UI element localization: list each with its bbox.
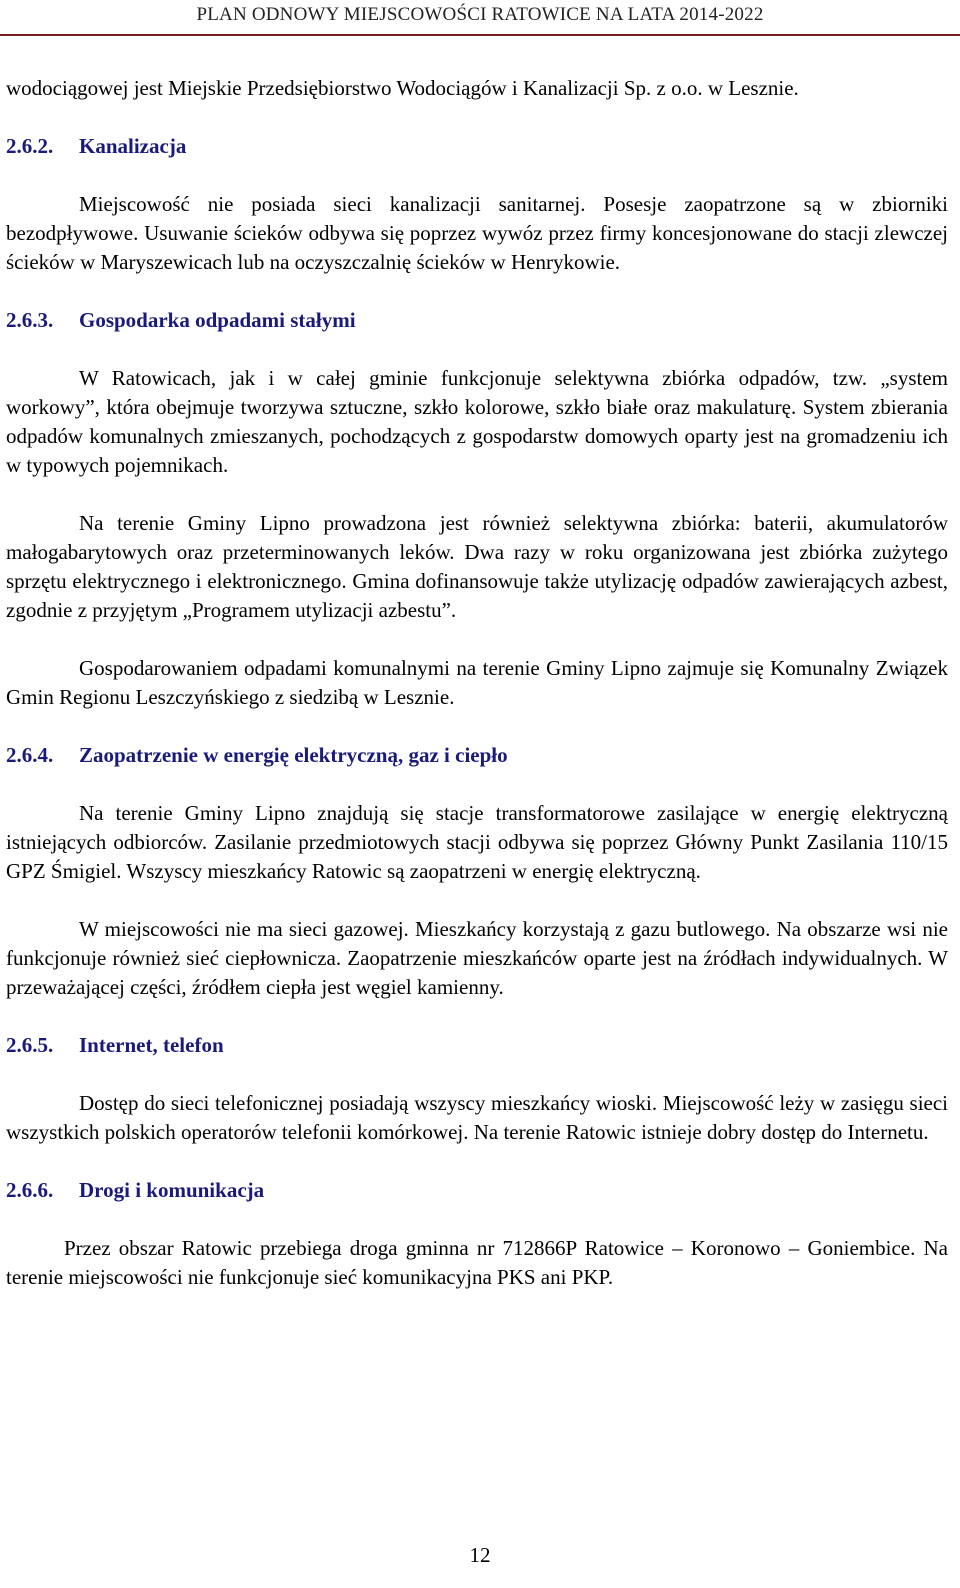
section-heading-energy [6,741,948,770]
paragraph-sewage: Miejscowość nie posiada sieci kanalizacji sanitarnej. Posesje zaopatrzone są w zbiorniki bezodpływowe. Usuwanie ścieków odbywa się poprzez wywóz przez firmy koncesjonowane do stacji zlewczej ścieków w Maryszewicach lub na oczyszczalnię ścieków w Henrykowie. [6,192,948,274]
header-rule [0,34,960,36]
section-title: Kanalizacja [79,134,187,158]
section-heading-kanalizacja [6,132,948,161]
paragraph-electricity: Na terenie Gminy Lipno znajdują się stacje transformatorowe zasilające w energię elektryczną istniejących odbiorców. Zasilanie przedmiotowych stacji odbywa się poprzez Główny Punkt Zasilania 110/15 GPZ Śmigiel. Wszyscy mieszkańcy Ratowic są zaopatrzeni w energię elektryczną. [6,801,948,883]
section-title: Gospodarka odpadami stałymi [79,308,356,332]
section-title: Internet, telefon [79,1033,224,1057]
page-number: 12 [469,1543,491,1567]
paragraph-gas-heat: W miejscowości nie ma sieci gazowej. Mieszkańcy korzystają z gazu butlowego. Na obszarze wsi nie funkcjonuje również sieć ciepłownicza. Zaopatrzenie mieszkańców oparte jest na źródłach indywidualnych. W przeważającej części, źródłem ciepła jest węgiel kamienny. [6,917,948,999]
section-number: 2.6.6. [6,1178,54,1202]
paragraph-telecom: Dostęp do sieci telefonicznej posiadają wszyscy mieszkańcy wioski. Miejscowość leży w zasięgu sieci wszystkich polskich operatorów telefonii komórkowej. Na terenie Ratowic istnieje dobry dostęp do Internetu. [6,1091,948,1144]
paragraph-roads: Przez obszar Ratowic przebiega droga gminna nr 712866P Ratowice – Koronowo – Goniembice. Na terenie miejscowości nie funkcjonuje sieć komunikacyjna PKS ani PKP. [6,1236,948,1289]
section-number: 2.6.3. [6,308,54,332]
section-heading-internet [6,1031,948,1060]
paragraph-waste-management: Gospodarowaniem odpadami komunalnymi na terenie Gminy Lipno zajmuje się Komunalny Związek Gmin Regionu Leszczyńskiego z siedzibą w Lesznie. [6,656,948,709]
section-number: 2.6.5. [6,1033,54,1057]
paragraph-waste-collection: W Ratowicach, jak i w całej gminie funkcjonuje selektywna zbiórka odpadów, tzw. „system workowy”, która obejmuje tworzywa sztuczne, szkło kolorowe, szkło białe oraz makulaturę. System zbierania odpadów komunalnych zmieszanych, pochodzących z gospodarstw domowych oparty jest na gromadzeniu ich w typowych pojemnikach. [6,366,948,477]
section-title: Drogi i komunikacja [79,1178,265,1202]
paragraph-selective-collection: Na terenie Gminy Lipno prowadzona jest również selektywna zbiórka: baterii, akumulatorów małogabarytowych oraz przeterminowanych leków. Dwa razy w roku organizowana jest zbiórka zużytego sprzętu elektrycznego i elektronicznego. Gmina dofinansowuje także utylizację odpadów zawierających azbest, zgodnie z przyjętym „Programem utylizacji azbestu”. [6,511,948,622]
section-heading-roads [6,1176,948,1205]
page-content [6,74,948,1321]
section-heading-waste [6,306,948,335]
section-number: 2.6.2. [6,134,54,158]
running-header: PLAN ODNOWY MIEJSCOWOŚCI RATOWICE NA LATA 2014-2022 [196,4,764,25]
section-title: Zaopatrzenie w energię elektryczną, gaz i ciepło [79,743,508,767]
paragraph-water-supply-continued: wodociągowej jest Miejskie Przedsiębiorstwo Wodociągów i Kanalizacji Sp. z o.o. w Lesznie. [6,76,799,100]
section-number: 2.6.4. [6,743,54,767]
